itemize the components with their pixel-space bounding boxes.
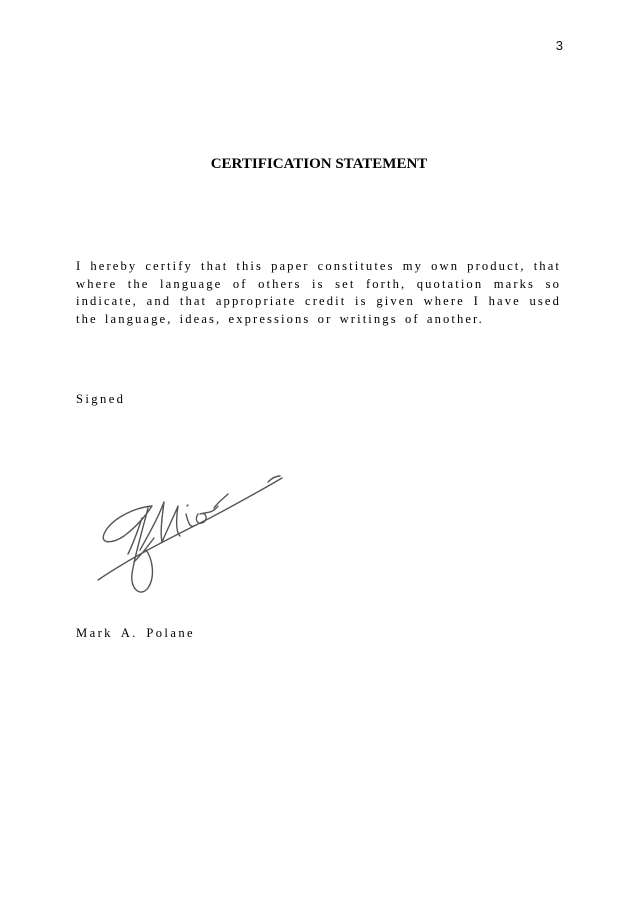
page-title: CERTIFICATION STATEMENT (210, 156, 428, 172)
signature-image (90, 462, 290, 612)
certification-statement-text: I hereby certify that this paper constitutes my own product, that where the language of others is set forth, quotation marks so indicate, and that appropriate credit is given where I have used the language, ideas, expressions or writings of another. (76, 259, 561, 326)
signer-name: Mark A. Polane (76, 626, 195, 640)
page-number: 3 (555, 38, 563, 53)
signed-label: Signed (76, 392, 126, 406)
